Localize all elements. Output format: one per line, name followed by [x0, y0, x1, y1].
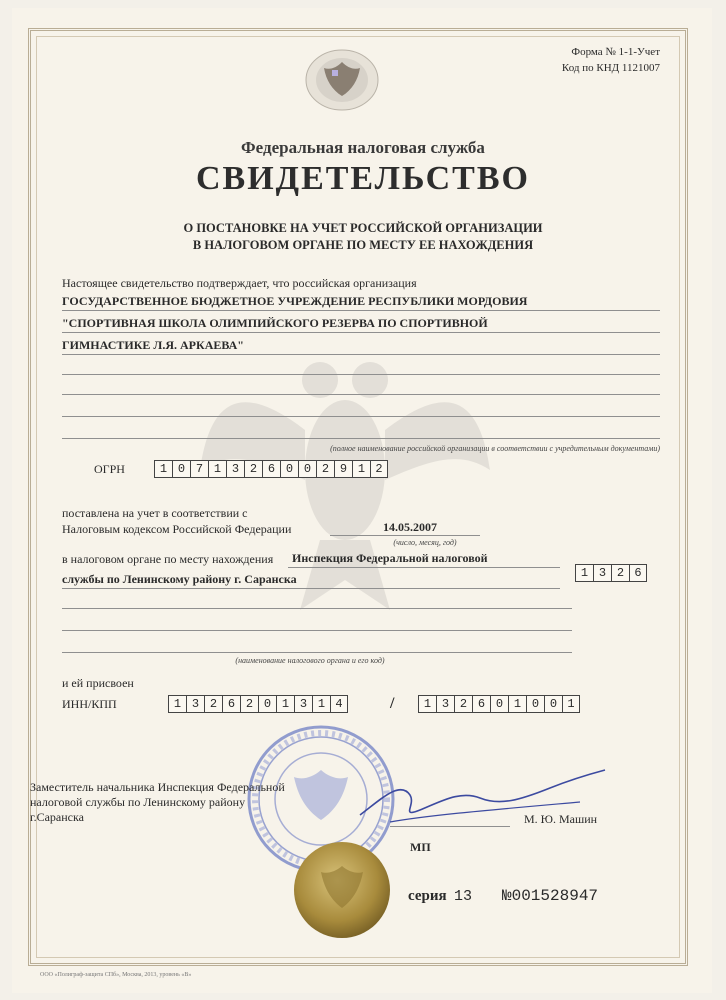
fill-line — [62, 310, 660, 311]
date-caption: (число, месяц, год) — [393, 538, 457, 547]
fill-line — [62, 416, 660, 417]
inn-cells — [168, 695, 348, 713]
stamp-place-label: МП — [410, 840, 431, 854]
series-number: 13 — [454, 888, 473, 905]
position-line-1: Заместитель начальника Инспекция Федеральной — [30, 780, 285, 794]
inn-digit: 1 — [168, 695, 186, 713]
org-name-line-3: ГИМНАСТИКЕ Л.Я. АРКАЕВА" — [62, 338, 244, 352]
ogrn-digit: 0 — [280, 460, 298, 478]
inn-digit: 3 — [294, 695, 312, 713]
ogrn-digit: 0 — [298, 460, 316, 478]
inn-kpp-label: ИНН/КПП — [62, 697, 117, 711]
knd-code: Код по КНД 1121007 — [561, 62, 660, 74]
ogrn-digit: 3 — [226, 460, 244, 478]
registered-text-2: Налоговым кодексом Российской Федерации — [62, 522, 292, 536]
fill-line — [62, 630, 572, 631]
org-name-line-1: ГОСУДАРСТВЕННОЕ БЮДЖЕТНОЕ УЧРЕЖДЕНИЕ РЕСПУБЛИКИ МОРДОВИЯ — [62, 294, 528, 308]
ogrn-digit: 2 — [370, 460, 388, 478]
ogrn-cells — [154, 460, 388, 478]
inn-digit: 0 — [258, 695, 276, 713]
signature-line — [390, 826, 510, 827]
position-line-2: налоговой службы по Ленинскому району — [30, 795, 246, 809]
form-number-line: Форма № 1-1-Учет — [571, 46, 660, 58]
inn-digit: 3 — [186, 695, 204, 713]
intro-text: Настоящее свидетельство подтверждает, что российская организация — [62, 276, 417, 290]
document-title: СВИДЕТЕЛЬСТВО — [196, 160, 530, 197]
registration-date: 14.05.2007 — [383, 520, 437, 534]
kpp-digit: 2 — [454, 695, 472, 713]
kpp-digit: 6 — [472, 695, 490, 713]
assigned-text: и ей присвоен — [62, 676, 134, 690]
kpp-cells — [418, 695, 580, 713]
authority-name-2: службы по Ленинскому району г. Саранска — [62, 572, 297, 586]
printer-imprint: ООО «Полиграф-защита СПб», Москва, 2013, уровень «В» — [40, 972, 192, 978]
signatory-position — [30, 780, 285, 825]
fill-line — [62, 438, 660, 439]
ogrn-digit: 2 — [244, 460, 262, 478]
fill-line — [62, 332, 660, 333]
ogrn-digit: 7 — [190, 460, 208, 478]
authority-name-1: Инспекция Федеральной налоговой — [292, 551, 488, 565]
org-name-line-2: "СПОРТИВНАЯ ШКОЛА ОЛИМПИЙСКОГО РЕЗЕРВА ПО СПОРТИВНОЙ — [62, 316, 488, 330]
inn-digit: 6 — [222, 695, 240, 713]
fill-line — [62, 394, 660, 395]
kpp-digit: 1 — [418, 695, 436, 713]
registered-text-1: поставлена на учет в соответствии с — [62, 506, 248, 520]
authority-code-digit: 2 — [611, 564, 629, 582]
form-number — [562, 44, 660, 76]
authority-code-digit: 3 — [593, 564, 611, 582]
position-line-3: г.Саранска — [30, 810, 84, 824]
subtitle-line-1: О ПОСТАНОВКЕ НА УЧЕТ РОССИЙСКОЙ ОРГАНИЗАЦИИ — [183, 221, 543, 235]
authority-caption: (наименование налогового органа и его код) — [235, 656, 385, 665]
ogrn-digit: 1 — [154, 460, 172, 478]
inn-digit: 1 — [276, 695, 294, 713]
inn-digit: 2 — [240, 695, 258, 713]
ogrn-digit: 9 — [334, 460, 352, 478]
date-line — [330, 535, 480, 536]
issuing-authority: Федеральная налоговая служба — [241, 138, 485, 157]
inn-digit: 2 — [204, 695, 222, 713]
series-label: серия — [408, 888, 447, 904]
fill-line — [288, 567, 560, 568]
serial-number: №001528947 — [502, 887, 599, 905]
document-subtitle — [0, 220, 726, 254]
kpp-digit: 1 — [562, 695, 580, 713]
authority-prefix: в налоговом органе по месту нахождения — [62, 552, 274, 566]
authority-code-cells — [575, 564, 647, 582]
inn-digit: 1 — [312, 695, 330, 713]
ogrn-label: ОГРН — [94, 462, 125, 476]
ogrn-digit: 6 — [262, 460, 280, 478]
authority-code-digit: 6 — [629, 564, 647, 582]
inn-kpp-separator: / — [390, 695, 395, 712]
ogrn-digit: 1 — [208, 460, 226, 478]
kpp-digit: 3 — [436, 695, 454, 713]
signatory-name: М. Ю. Машин — [524, 812, 598, 826]
kpp-digit: 0 — [526, 695, 544, 713]
subtitle-line-2: В НАЛОГОВОМ ОРГАНЕ ПО МЕСТУ ЕЕ НАХОЖДЕНИЯ — [192, 238, 534, 252]
state-emblem-hologram-icon — [302, 46, 382, 114]
kpp-digit: 0 — [490, 695, 508, 713]
fill-line — [62, 652, 572, 653]
fill-line — [62, 354, 660, 355]
ogrn-digit: 1 — [352, 460, 370, 478]
kpp-digit: 0 — [544, 695, 562, 713]
org-name-caption: (полное наименование российской организации в соответствии с учредительным документами) — [330, 444, 660, 453]
kpp-digit: 1 — [508, 695, 526, 713]
fill-line — [62, 608, 572, 609]
gold-seal-icon — [292, 840, 392, 940]
ogrn-digit: 0 — [172, 460, 190, 478]
fill-line — [62, 374, 660, 375]
fill-line — [62, 588, 560, 589]
ogrn-digit: 2 — [316, 460, 334, 478]
authority-code-digit: 1 — [575, 564, 593, 582]
inn-digit: 4 — [330, 695, 348, 713]
